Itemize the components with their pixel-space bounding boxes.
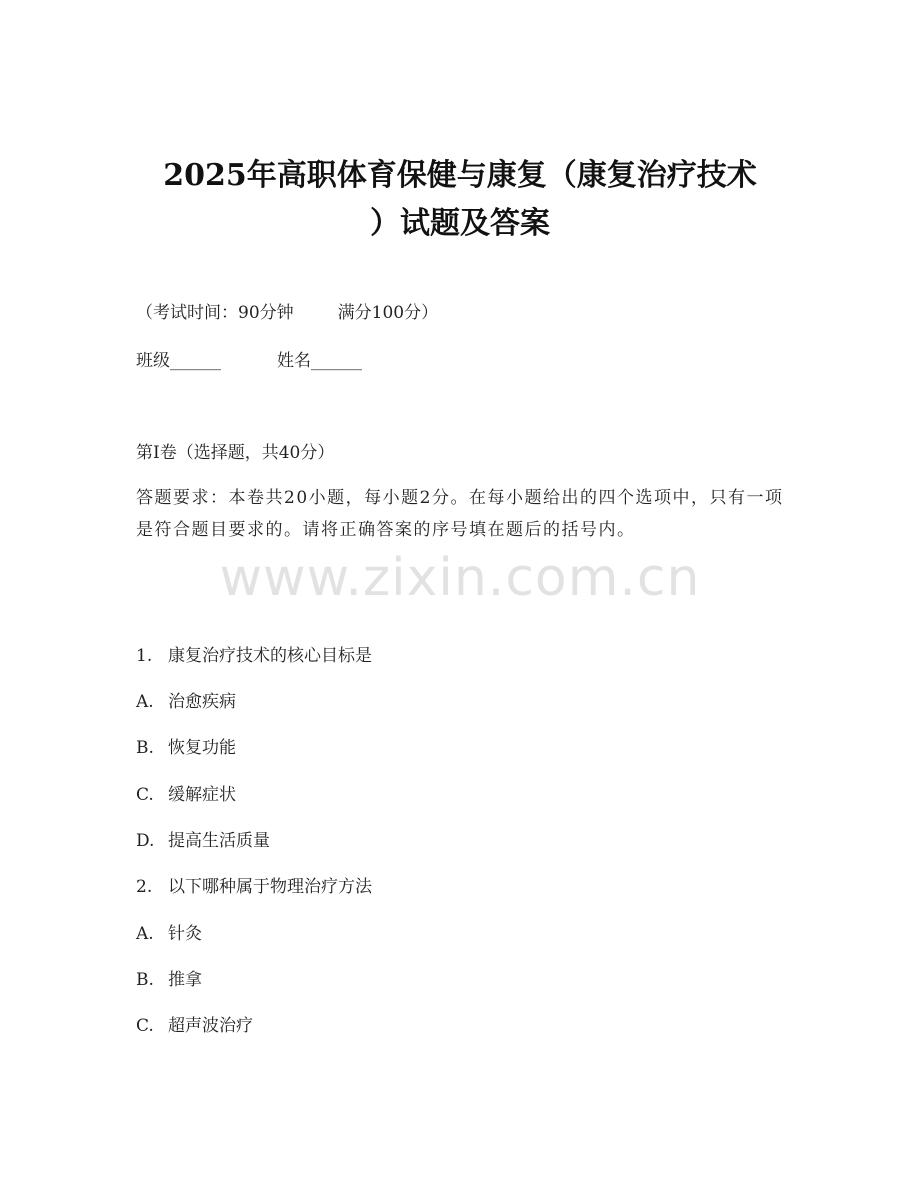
option-2a: [136, 921, 202, 947]
option-text: 恢复功能: [168, 738, 236, 758]
option-2b: [136, 967, 202, 993]
instructions: 答题要求：本卷共20小题，每小题2分。在每小题给出的四个选项中，只有一项是符合题目要求的。请将正确答案的序号填在题后的括号内。: [136, 488, 784, 540]
name-field: 姓名______: [277, 351, 362, 371]
option-label: A.: [136, 924, 154, 944]
question-1: [136, 643, 372, 669]
option-1a: [136, 689, 236, 715]
option-1d: [136, 828, 270, 854]
question-text: 以下哪种属于物理治疗方法: [168, 877, 372, 897]
full-score: 满分100分）: [337, 303, 439, 323]
exam-time: （考试时间：90分钟: [136, 303, 294, 323]
question-2: [136, 874, 372, 900]
option-text: 提高生活质量: [168, 831, 270, 851]
class-field: 班级______: [136, 351, 221, 371]
student-info: [136, 348, 362, 374]
document-title-line-2: ）试题及答案: [370, 206, 550, 241]
section-title: 第I卷（选择题，共40分）: [136, 443, 335, 463]
option-label: B.: [136, 970, 154, 990]
exam-info: [136, 300, 438, 326]
option-text: 缓解症状: [168, 785, 236, 805]
option-1c: [136, 782, 236, 808]
option-text: 推拿: [168, 970, 202, 990]
option-label: D.: [136, 831, 155, 851]
question-number: 2.: [136, 877, 153, 897]
option-text: 超声波治疗: [168, 1016, 253, 1036]
option-2c: [136, 1013, 253, 1039]
watermark: www.zixin.com.cn: [219, 548, 701, 608]
option-label: C.: [136, 1016, 154, 1036]
question-text: 康复治疗技术的核心目标是: [168, 646, 372, 666]
document-title-line-1: 2025年高职体育保健与康复（康复治疗技术: [163, 158, 757, 193]
option-label: C.: [136, 785, 154, 805]
option-1b: [136, 735, 236, 761]
option-text: 治愈疾病: [168, 692, 236, 712]
option-label: A.: [136, 692, 154, 712]
option-text: 针灸: [168, 924, 202, 944]
option-label: B.: [136, 738, 154, 758]
question-number: 1.: [136, 646, 153, 666]
